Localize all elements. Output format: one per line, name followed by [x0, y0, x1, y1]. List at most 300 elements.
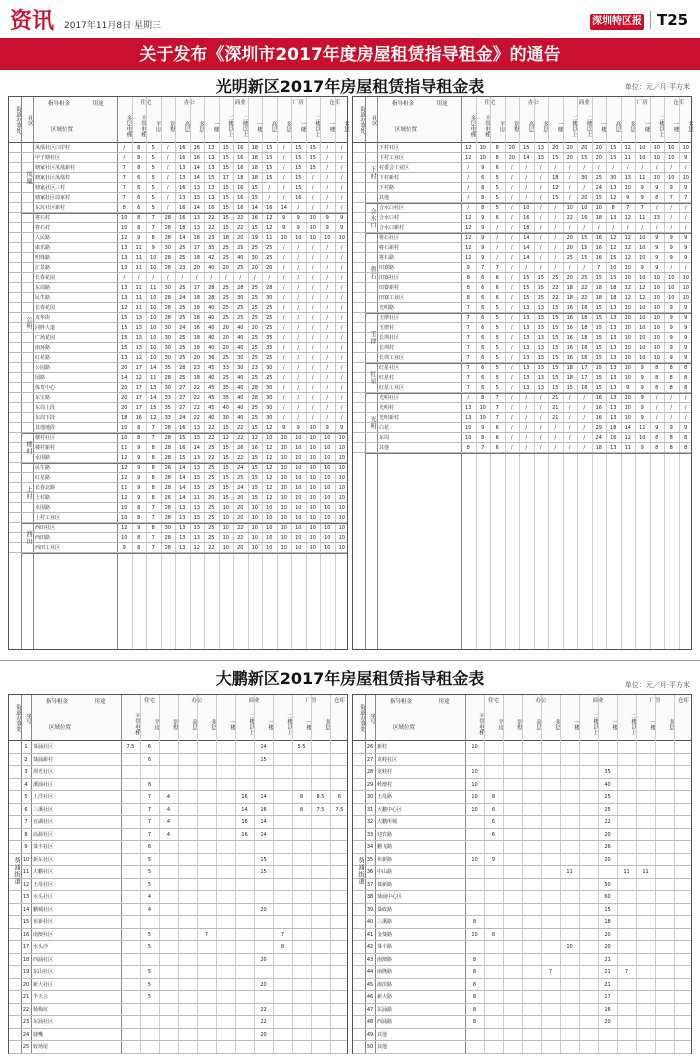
column-header: 平房 — [153, 718, 159, 730]
rent-cell: 10 — [338, 485, 345, 491]
rent-cell: 15 — [222, 455, 229, 461]
rent-cell: 7 — [466, 365, 470, 371]
rent-cell: 8 — [669, 435, 673, 441]
rent-cell: / — [597, 165, 600, 171]
rent-cell: 18 — [193, 295, 200, 301]
rent-cell: / — [253, 275, 256, 281]
rent-cell: 15 — [595, 365, 602, 371]
location-cell: 体育中心 — [35, 385, 56, 391]
rent-cell: 6 — [481, 295, 485, 301]
rent-cell: 12 — [121, 475, 128, 481]
rent-cell: 16 — [237, 145, 244, 151]
rent-cell: 20 — [260, 981, 267, 988]
rent-cell: 9 — [655, 235, 659, 241]
rent-cell: / — [326, 265, 329, 271]
rent-cell: 25 — [179, 345, 186, 351]
serial-cell: 43 — [366, 956, 374, 963]
rent-cell: 8 — [299, 806, 304, 813]
rent-cell: / — [297, 365, 300, 371]
rent-cell: / — [554, 225, 557, 231]
rent-cell: 10 — [295, 495, 302, 501]
serial-cell: 16 — [22, 931, 30, 938]
rent-cell: 10 — [121, 225, 128, 231]
rent-cell: 22 — [208, 545, 215, 551]
rent-cell: 28 — [179, 365, 186, 371]
rent-cell: 25 — [179, 355, 186, 361]
rent-cell: / — [210, 275, 213, 281]
rent-cell: / — [297, 345, 300, 351]
rent-cell: 30 — [164, 385, 171, 391]
rent-cell: 28 — [208, 285, 215, 291]
rent-cell: 14 — [624, 425, 631, 431]
rent-cell: 25 — [237, 305, 244, 311]
rent-cell: / — [282, 255, 285, 261]
rent-cell: 20 — [552, 145, 559, 151]
rent-cell: 13 — [193, 185, 200, 191]
rent-cell: 25 — [237, 265, 244, 271]
rent-cell: 10 — [266, 545, 273, 551]
table-row — [9, 791, 347, 804]
column-header: 二楼以上 — [227, 115, 233, 137]
rent-cell: / — [326, 295, 329, 301]
rent-cell: 20 — [566, 235, 573, 241]
rent-cell: / — [297, 355, 300, 361]
rent-cell: 20 — [222, 265, 229, 271]
rent-cell: / — [282, 385, 285, 391]
rent-cell: / — [684, 225, 687, 231]
rent-cell: 16 — [251, 445, 258, 451]
rent-cell: 35 — [222, 385, 229, 391]
rent-cell: 10 — [280, 505, 287, 511]
rent-cell: 13 — [610, 315, 617, 321]
location-cell: 龙岐社区 — [377, 756, 398, 763]
rent-cell: 15 — [595, 275, 602, 281]
rent-cell: 20 — [566, 245, 573, 251]
location-cell: 上村路 — [35, 495, 51, 501]
table-row — [353, 879, 691, 892]
rent-cell: 20 — [595, 145, 602, 151]
rent-cell: 15 — [537, 275, 544, 281]
rent-cell: 15 — [121, 315, 128, 321]
rent-cell: 10 — [295, 515, 302, 521]
table-row — [9, 1029, 347, 1042]
rent-cell: / — [539, 265, 542, 271]
serial-cell: 48 — [366, 1019, 374, 1025]
rent-cell: / — [340, 195, 343, 201]
table-row — [9, 213, 347, 223]
table-row — [9, 1016, 347, 1029]
rent-cell: 13 — [193, 525, 200, 531]
rent-cell: 20 — [566, 275, 573, 281]
rent-cell: 6 — [147, 844, 152, 850]
table-row — [353, 283, 691, 293]
rent-cell: 6 — [491, 831, 496, 838]
rent-cell: 12 — [465, 155, 472, 161]
location-cell: 下村工业区 — [379, 155, 405, 161]
rent-cell: / — [510, 425, 513, 431]
rent-cell: 5 — [495, 385, 499, 391]
rent-cell: / — [326, 315, 329, 321]
rent-cell: 5 — [151, 185, 155, 191]
rent-cell: 13 — [465, 415, 472, 421]
rent-cell: 15 — [523, 285, 530, 291]
rent-cell: 10 — [324, 235, 331, 241]
rent-cell: / — [166, 185, 169, 191]
rent-cell: 24 — [179, 415, 186, 421]
rent-cell: 14 — [523, 155, 530, 161]
table-row — [9, 353, 347, 363]
guangming-table-left — [8, 96, 348, 650]
rent-cell: / — [554, 435, 557, 441]
table-row — [353, 916, 691, 929]
location-cell: 鹏城社区 — [33, 906, 54, 913]
rent-cell: / — [583, 165, 586, 171]
location-cell: 南澳路 — [377, 956, 393, 963]
rent-cell: 6 — [147, 756, 152, 763]
rent-cell: 13 — [121, 295, 128, 301]
rent-cell: / — [282, 165, 285, 171]
rent-cell: / — [670, 265, 673, 271]
rent-cell: 12 — [121, 495, 128, 501]
rent-cell: 17 — [604, 994, 611, 1000]
rent-cell: 15 — [523, 295, 530, 301]
rent-cell: / — [684, 265, 687, 271]
rent-cell: 10 — [471, 744, 478, 750]
rent-cell: 16 — [595, 395, 602, 401]
rent-cell: / — [496, 245, 499, 251]
table-row — [353, 263, 691, 273]
rent-cell: / — [239, 275, 242, 281]
column-header: 一楼 — [267, 718, 273, 730]
table-row — [353, 804, 691, 817]
table-row — [353, 383, 691, 393]
rent-cell: 13 — [193, 515, 200, 521]
rent-cell: 14 — [260, 819, 267, 825]
rent-cell: 6 — [481, 305, 485, 311]
rent-cell: 10 — [682, 275, 689, 281]
rent-cell: 10 — [280, 235, 287, 241]
rent-cell: 8 — [280, 944, 285, 950]
table-row — [353, 303, 691, 313]
rent-cell: 5 — [495, 175, 499, 181]
rent-cell: 6 — [137, 175, 141, 181]
table-row — [9, 879, 347, 892]
rent-cell: 7 — [151, 505, 155, 511]
rent-cell: 20 — [266, 265, 273, 271]
rent-cell: 9 — [684, 325, 688, 331]
rent-cell: 16 — [179, 185, 186, 191]
rent-cell: / — [655, 415, 658, 421]
rent-cell: 40 — [208, 315, 215, 321]
rent-cell: 8 — [481, 195, 485, 201]
rent-cell: 9 — [640, 415, 644, 421]
location-cell: 葵新路 — [377, 881, 393, 888]
rent-cell: 10 — [479, 405, 486, 411]
table-row — [9, 293, 347, 303]
rent-cell: / — [670, 405, 673, 411]
rent-cell: 15 — [295, 175, 302, 181]
rent-cell: 40 — [237, 415, 244, 421]
dapeng-table-right — [352, 694, 692, 1054]
serial-cell: 26 — [366, 744, 374, 750]
rent-cell: 9 — [626, 385, 630, 391]
rent-cell: 12 — [266, 475, 273, 481]
rent-cell: / — [297, 395, 300, 401]
rent-cell: 13 — [610, 355, 617, 361]
rent-cell: / — [554, 255, 557, 261]
rent-cell: / — [467, 175, 470, 181]
rent-cell: 10 — [121, 215, 128, 221]
rent-cell: 10 — [150, 345, 157, 351]
table-row — [353, 393, 691, 403]
rent-cell: / — [510, 185, 513, 191]
rent-cell: 20 — [222, 345, 229, 351]
table-row — [9, 904, 347, 917]
rent-cell: 40 — [604, 781, 611, 788]
rent-cell: 10 — [309, 465, 316, 471]
table-row — [9, 443, 347, 453]
rent-cell: 10 — [668, 155, 675, 161]
rent-cell: 14 — [241, 806, 248, 813]
rent-cell: / — [467, 205, 470, 211]
serial-cell: 17 — [22, 944, 30, 950]
rent-cell: 25 — [251, 245, 258, 251]
rent-cell: 30 — [266, 395, 273, 401]
rent-cell: 28 — [164, 425, 171, 431]
rent-cell: 10 — [581, 205, 588, 211]
location-cell: 龙岐村 — [377, 769, 393, 775]
rent-cell: 10 — [471, 806, 478, 813]
rent-cell: / — [297, 375, 300, 381]
rent-cell: 9 — [137, 485, 141, 491]
rent-cell: 16 — [237, 165, 244, 171]
rent-cell: 10 — [324, 475, 331, 481]
rent-cell: 22 — [604, 819, 611, 825]
rent-cell: 40 — [237, 405, 244, 411]
rent-cell: 18 — [251, 165, 258, 171]
rent-cell: / — [268, 275, 271, 281]
rent-cell: / — [123, 145, 126, 151]
rent-cell: 13 — [537, 375, 544, 381]
rent-cell: 13 — [135, 345, 142, 351]
rent-cell: 6 — [495, 425, 499, 431]
rent-cell: / — [539, 245, 542, 251]
location-cell: 中山路 — [377, 869, 393, 875]
rent-cell: 20 — [581, 195, 588, 201]
table-row — [9, 243, 347, 253]
rent-cell: 5 — [147, 981, 152, 988]
rent-cell: / — [282, 195, 285, 201]
table-row — [9, 829, 347, 842]
rent-cell: / — [297, 265, 300, 271]
location-cell: 光明新村 — [379, 415, 400, 421]
serial-header: 序号 — [369, 712, 375, 724]
rent-cell: 15 — [537, 295, 544, 301]
rent-cell: 10 — [251, 505, 258, 511]
column-header: 别墅 — [513, 120, 519, 132]
rent-cell: 45 — [208, 365, 215, 371]
column-header: 不带电梯 — [478, 713, 484, 735]
rent-cell: 7 — [122, 175, 126, 181]
rent-cell: 13 — [208, 145, 215, 151]
rent-cell: 9 — [137, 445, 141, 451]
rent-cell: / — [326, 345, 329, 351]
rent-cell: 10 — [639, 335, 646, 341]
rent-cell: 40 — [208, 325, 215, 331]
rent-cell: 9 — [669, 245, 673, 251]
rent-cell: 13 — [135, 325, 142, 331]
rent-cell: 7 — [204, 931, 209, 938]
rent-cell: 5 — [151, 205, 155, 211]
rent-cell: 8 — [495, 145, 499, 151]
rent-cell: 30 — [164, 355, 171, 361]
rent-cell: 20 — [193, 355, 200, 361]
column-header: 一楼 — [600, 120, 606, 132]
column-header: 一楼 — [573, 718, 579, 730]
rent-cell: 9 — [296, 215, 300, 221]
rent-cell: 27 — [179, 395, 186, 401]
rent-cell: 16 — [595, 245, 602, 251]
rent-cell: 18 — [566, 285, 573, 291]
rent-cell: / — [583, 425, 586, 431]
rent-cell: / — [282, 305, 285, 311]
rent-cell: 15 — [251, 185, 258, 191]
rent-cell: 12 — [639, 295, 646, 301]
rent-cell: 10 — [324, 505, 331, 511]
rent-cell: 25 — [266, 325, 273, 331]
rent-cell: 7 — [466, 325, 470, 331]
rent-cell: 4 — [166, 819, 171, 825]
rent-cell: 12 — [624, 435, 631, 441]
column-header: 二楼以上 — [658, 115, 664, 137]
rent-cell: / — [282, 315, 285, 321]
rent-cell: / — [583, 405, 586, 411]
serial-cell: 7 — [24, 819, 28, 825]
rent-cell: 15 — [266, 145, 273, 151]
rent-cell: / — [510, 305, 513, 311]
serial-header: 序号 — [25, 712, 31, 724]
rent-cell: / — [282, 345, 285, 351]
rent-cell: 11 — [150, 285, 157, 291]
rent-cell: / — [311, 305, 314, 311]
column-header: 高层 — [535, 718, 541, 730]
table-row — [353, 979, 691, 992]
rent-cell: 30 — [164, 345, 171, 351]
location-cell: 光明路 — [379, 305, 395, 311]
rent-cell: 8 — [684, 365, 688, 371]
rent-cell: 12 — [266, 445, 273, 451]
rent-cell: 6 — [137, 205, 141, 211]
rent-cell: 10 — [121, 515, 128, 521]
location-cell: 新村 — [377, 744, 388, 750]
rent-cell: 11 — [135, 285, 142, 291]
rent-cell: / — [554, 235, 557, 241]
rent-cell: 8 — [481, 435, 485, 441]
rent-cell: 15 — [610, 155, 617, 161]
location-cell: 红星社区 — [379, 365, 400, 371]
location-cell: 合水口新村 — [379, 225, 405, 231]
rent-cell: 7 — [597, 265, 601, 271]
rent-cell: / — [510, 355, 513, 361]
location-cell: 南环路 — [35, 345, 51, 351]
factory-header: 厂房 — [292, 100, 304, 106]
rent-cell: 13 — [610, 375, 617, 381]
rent-cell: 21 — [604, 969, 611, 975]
rent-cell: 24 — [237, 485, 244, 491]
rent-cell: 10 — [523, 205, 530, 211]
rent-cell: 7 — [280, 931, 285, 938]
rent-cell: 21 — [552, 405, 559, 411]
rent-cell: / — [525, 175, 528, 181]
serial-cell: 19 — [22, 969, 30, 975]
rent-cell: / — [326, 155, 329, 161]
rent-cell: 9 — [137, 455, 141, 461]
table-row — [9, 941, 347, 954]
rent-cell: 25 — [179, 245, 186, 251]
location-cell: 白花 — [379, 425, 390, 431]
rent-cell: 25 — [222, 375, 229, 381]
rent-cell: 7 — [684, 195, 688, 201]
rent-cell: 10 — [295, 535, 302, 541]
table-row — [9, 333, 347, 343]
rent-cell: 28 — [266, 285, 273, 291]
rent-cell: 8 — [481, 185, 485, 191]
rent-cell: 16 — [595, 415, 602, 421]
table-row — [9, 854, 347, 867]
rent-cell: / — [510, 375, 513, 381]
rent-cell: 6 — [481, 275, 485, 281]
rent-cell: 10 — [150, 325, 157, 331]
rent-cell: 11 — [266, 235, 273, 241]
rent-cell: 13 — [610, 405, 617, 411]
rent-cell: / — [326, 205, 329, 211]
rent-cell: / — [340, 145, 343, 151]
rent-cell: 26 — [604, 844, 611, 850]
serial-cell: 28 — [366, 769, 374, 775]
warehouse-header: 仓库 — [672, 100, 684, 106]
rent-cell: / — [166, 155, 169, 161]
use-header: 用途 — [436, 101, 448, 107]
rent-cell: 9 — [684, 255, 688, 261]
column-header: 一楼 — [229, 718, 235, 730]
rent-cell: 13 — [193, 455, 200, 461]
rent-cell: 30 — [581, 175, 588, 181]
rent-cell: 18 — [581, 305, 588, 311]
table-row — [9, 929, 347, 942]
residential-header: 住宅 — [140, 100, 152, 106]
rent-cell: 20 — [604, 831, 611, 838]
rent-cell: 8 — [466, 295, 470, 301]
location-cell: 长圳工业区 — [379, 355, 405, 361]
location-cell: 葵丰社区 — [33, 844, 54, 850]
table-row — [353, 443, 691, 453]
rent-cell: 40 — [237, 255, 244, 261]
rent-cell: 11 — [639, 175, 646, 181]
rent-cell: 15 — [222, 225, 229, 231]
rent-cell: 16 — [241, 831, 248, 838]
table-body — [353, 143, 691, 453]
location-cell: 红花路 — [35, 355, 51, 361]
rent-cell: 40 — [237, 395, 244, 401]
table-row — [9, 966, 347, 979]
rent-cell: 7 — [151, 435, 155, 441]
rent-cell: / — [311, 365, 314, 371]
rent-cell: 22 — [260, 1006, 267, 1013]
rent-cell: 15 — [595, 305, 602, 311]
rent-cell: 10 — [624, 345, 631, 351]
rent-cell: 10 — [624, 405, 631, 411]
column-header: 高层 — [270, 120, 277, 132]
